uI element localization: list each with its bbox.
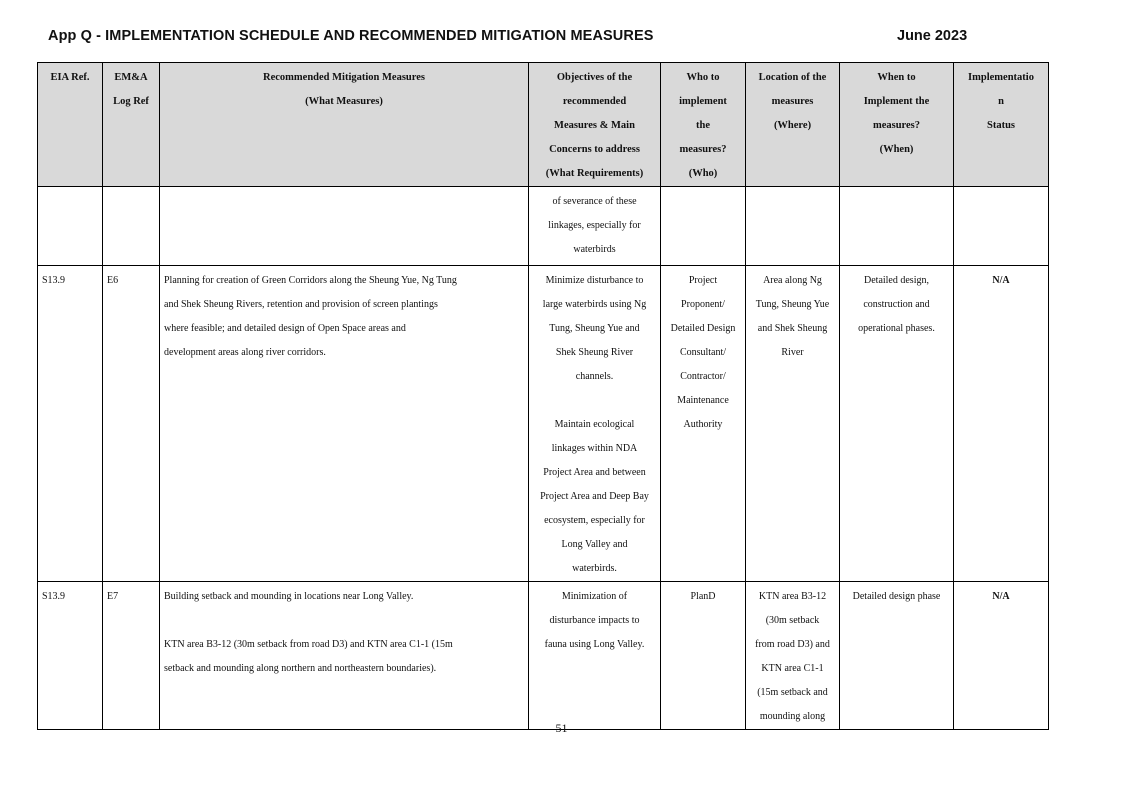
cell-measures: Planning for creation of Green Corridors along the Sheung Yue, Ng Tung and Shek Sheung Rivers, retention and provision of screen plantings where feasible; and detailed design of Open Space areas and development areas along river corridors. (160, 266, 529, 582)
table-row-e6 (38, 266, 1049, 582)
col-header-mitigation-measures: Recommended Mitigation Measures (What Measures) (160, 63, 529, 187)
cell-measures (160, 187, 529, 266)
cell-ema-ref: E6 (103, 266, 160, 582)
cell-status: N/A (954, 266, 1049, 582)
cell-measures: Building setback and mounding in locations near Long Valley. KTN area B3-12 (30m setback from road D3) and KTN area C1-1 (15m setback and mounding along northern and northeastern boundaries). (160, 582, 529, 730)
table-row-e7 (38, 582, 1049, 730)
cell-objectives: of severance of these linkages, especially for waterbirds (529, 187, 661, 266)
cell-objectives: Minimization of disturbance impacts to fauna using Long Valley. (529, 582, 661, 730)
cell-objectives: Minimize disturbance to large waterbirds using Ng Tung, Sheung Yue and Shek Sheung River channels. Maintain ecological linkages within NDA Project Area and between Project Area and Deep Bay ecosystem, especially for Long Valley and waterbirds. (529, 266, 661, 582)
cell-eia-ref: S13.9 (38, 266, 103, 582)
cell-when: Detailed design, construction and operational phases. (840, 266, 954, 582)
implementation-schedule-table (37, 62, 1049, 730)
table-row-continued (38, 187, 1049, 266)
cell-location: Area along Ng Tung, Sheung Yue and Shek Sheung River (746, 266, 840, 582)
col-header-when: When to Implement the measures? (When) (840, 63, 954, 187)
document-date: June 2023 (897, 28, 968, 44)
cell-eia-ref: S13.9 (38, 582, 103, 730)
cell-ema-ref (103, 187, 160, 266)
cell-ema-ref: E7 (103, 582, 160, 730)
cell-when (840, 187, 954, 266)
col-header-status: Implementatio n Status (954, 63, 1049, 187)
col-header-objectives: Objectives of the recommended Measures & Main Concerns to address (What Requirements) (529, 63, 661, 187)
col-header-eia-ref: EIA Ref. (38, 63, 103, 187)
cell-eia-ref (38, 187, 103, 266)
cell-when: Detailed design phase (840, 582, 954, 730)
col-header-location: Location of the measures (Where) (746, 63, 840, 187)
cell-who (661, 187, 746, 266)
page-number: 51 (555, 721, 568, 735)
table-header-row (38, 63, 1049, 187)
document-title: App Q - IMPLEMENTATION SCHEDULE AND RECOMMENDED MITIGATION MEASURES (48, 28, 654, 44)
cell-status: N/A (954, 582, 1049, 730)
cell-status (954, 187, 1049, 266)
cell-who: Project Proponent/ Detailed Design Consultant/ Contractor/ Maintenance Authority (661, 266, 746, 582)
cell-location: KTN area B3-12 (30m setback from road D3) and KTN area C1-1 (15m setback and mounding along (746, 582, 840, 730)
cell-location (746, 187, 840, 266)
col-header-who: Who to implement the measures? (Who) (661, 63, 746, 187)
cell-who: PlanD (661, 582, 746, 730)
col-header-ema-log-ref: EM&A Log Ref (103, 63, 160, 187)
